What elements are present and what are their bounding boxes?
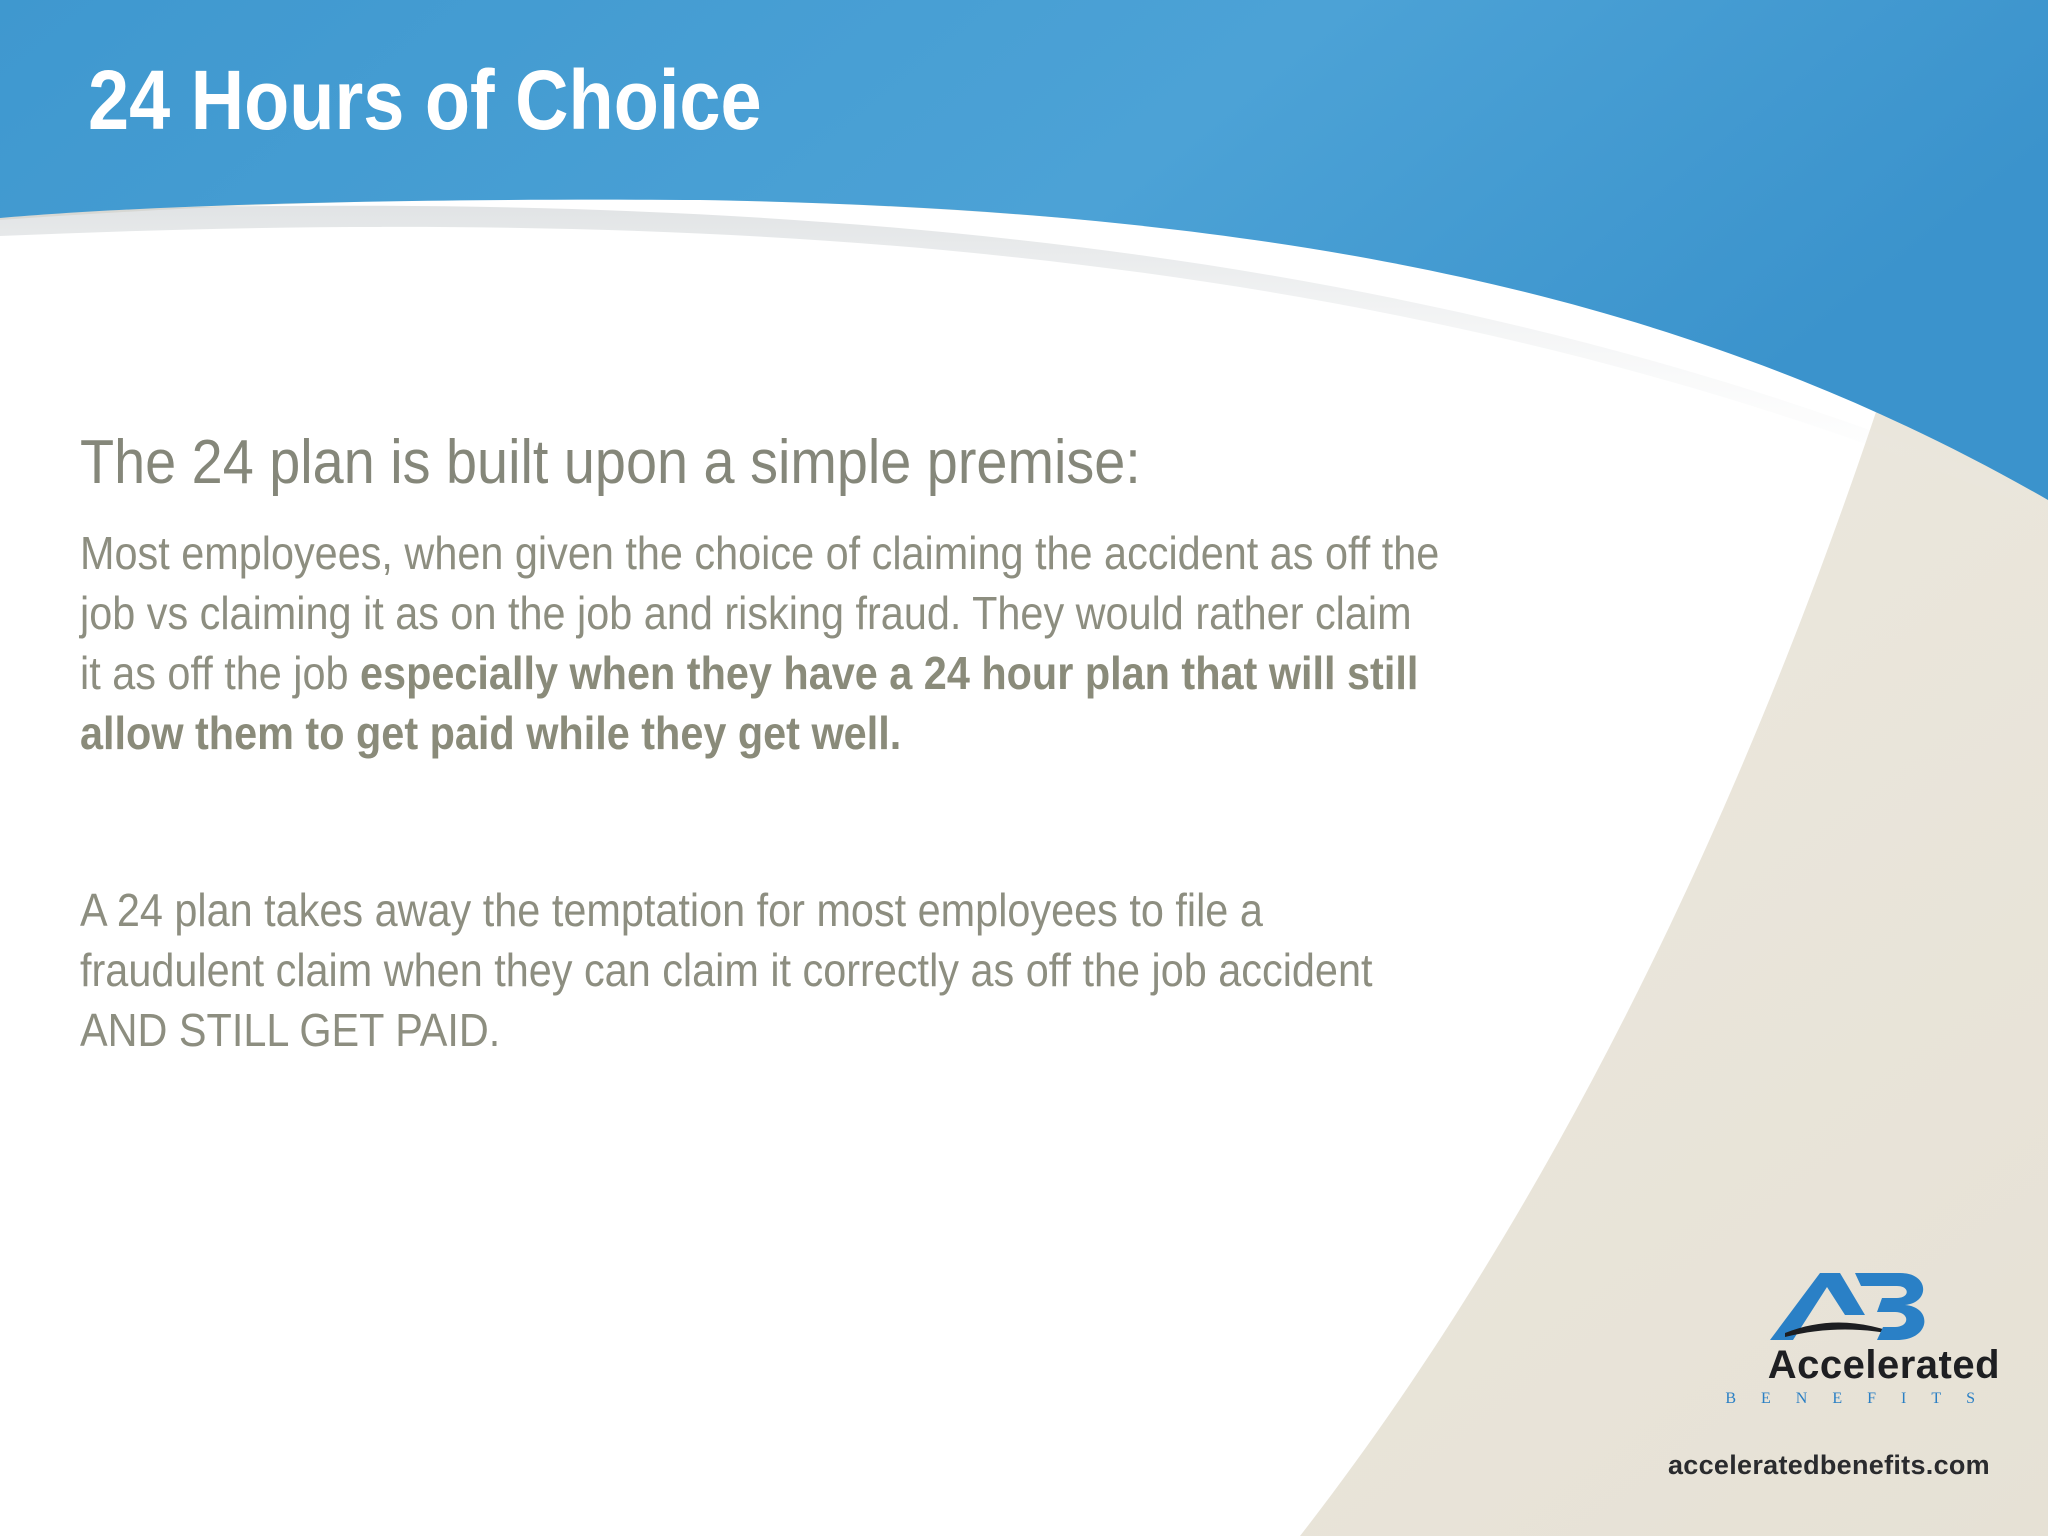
paragraph-premise: [80, 523, 1484, 763]
paragraph-line: Most employees, when given the choice of claiming the accident as off the: [80, 527, 1440, 579]
paragraph-line: [80, 643, 1484, 703]
slide-content: [80, 425, 1484, 1060]
paragraph-temptation: [80, 880, 1484, 1060]
paragraph-line: fraudulent claim when they can claim it correctly as off the job accident: [80, 944, 1373, 996]
logo-name: Accelerated: [1767, 1343, 2000, 1387]
paragraph-text: it as off the job: [80, 647, 361, 699]
paragraph-emphasis: especially when they have a 24 hour plan that will still: [360, 647, 1419, 699]
premise-heading: The 24 plan is built upon a simple premise:: [80, 428, 1141, 497]
paragraph-line: [80, 703, 1484, 763]
website-url: acceleratedbenefits.com: [1667, 1450, 1990, 1480]
logo-subtitle: BENEFITS: [1725, 1390, 2000, 1407]
paragraph-emphasis: allow them to get paid while they get well.: [80, 707, 902, 759]
paragraph-line: job vs claiming it as on the job and risking fraud. They would rather claim: [80, 587, 1412, 639]
ab-logo-icon: [1765, 1265, 1935, 1345]
slide-title: 24 Hours of Choice: [88, 53, 762, 147]
company-logo: [1700, 1265, 2000, 1425]
paragraph-line: A 24 plan takes away the temptation for most employees to file a: [80, 884, 1263, 936]
paragraph-line: AND STILL GET PAID.: [80, 1004, 501, 1056]
